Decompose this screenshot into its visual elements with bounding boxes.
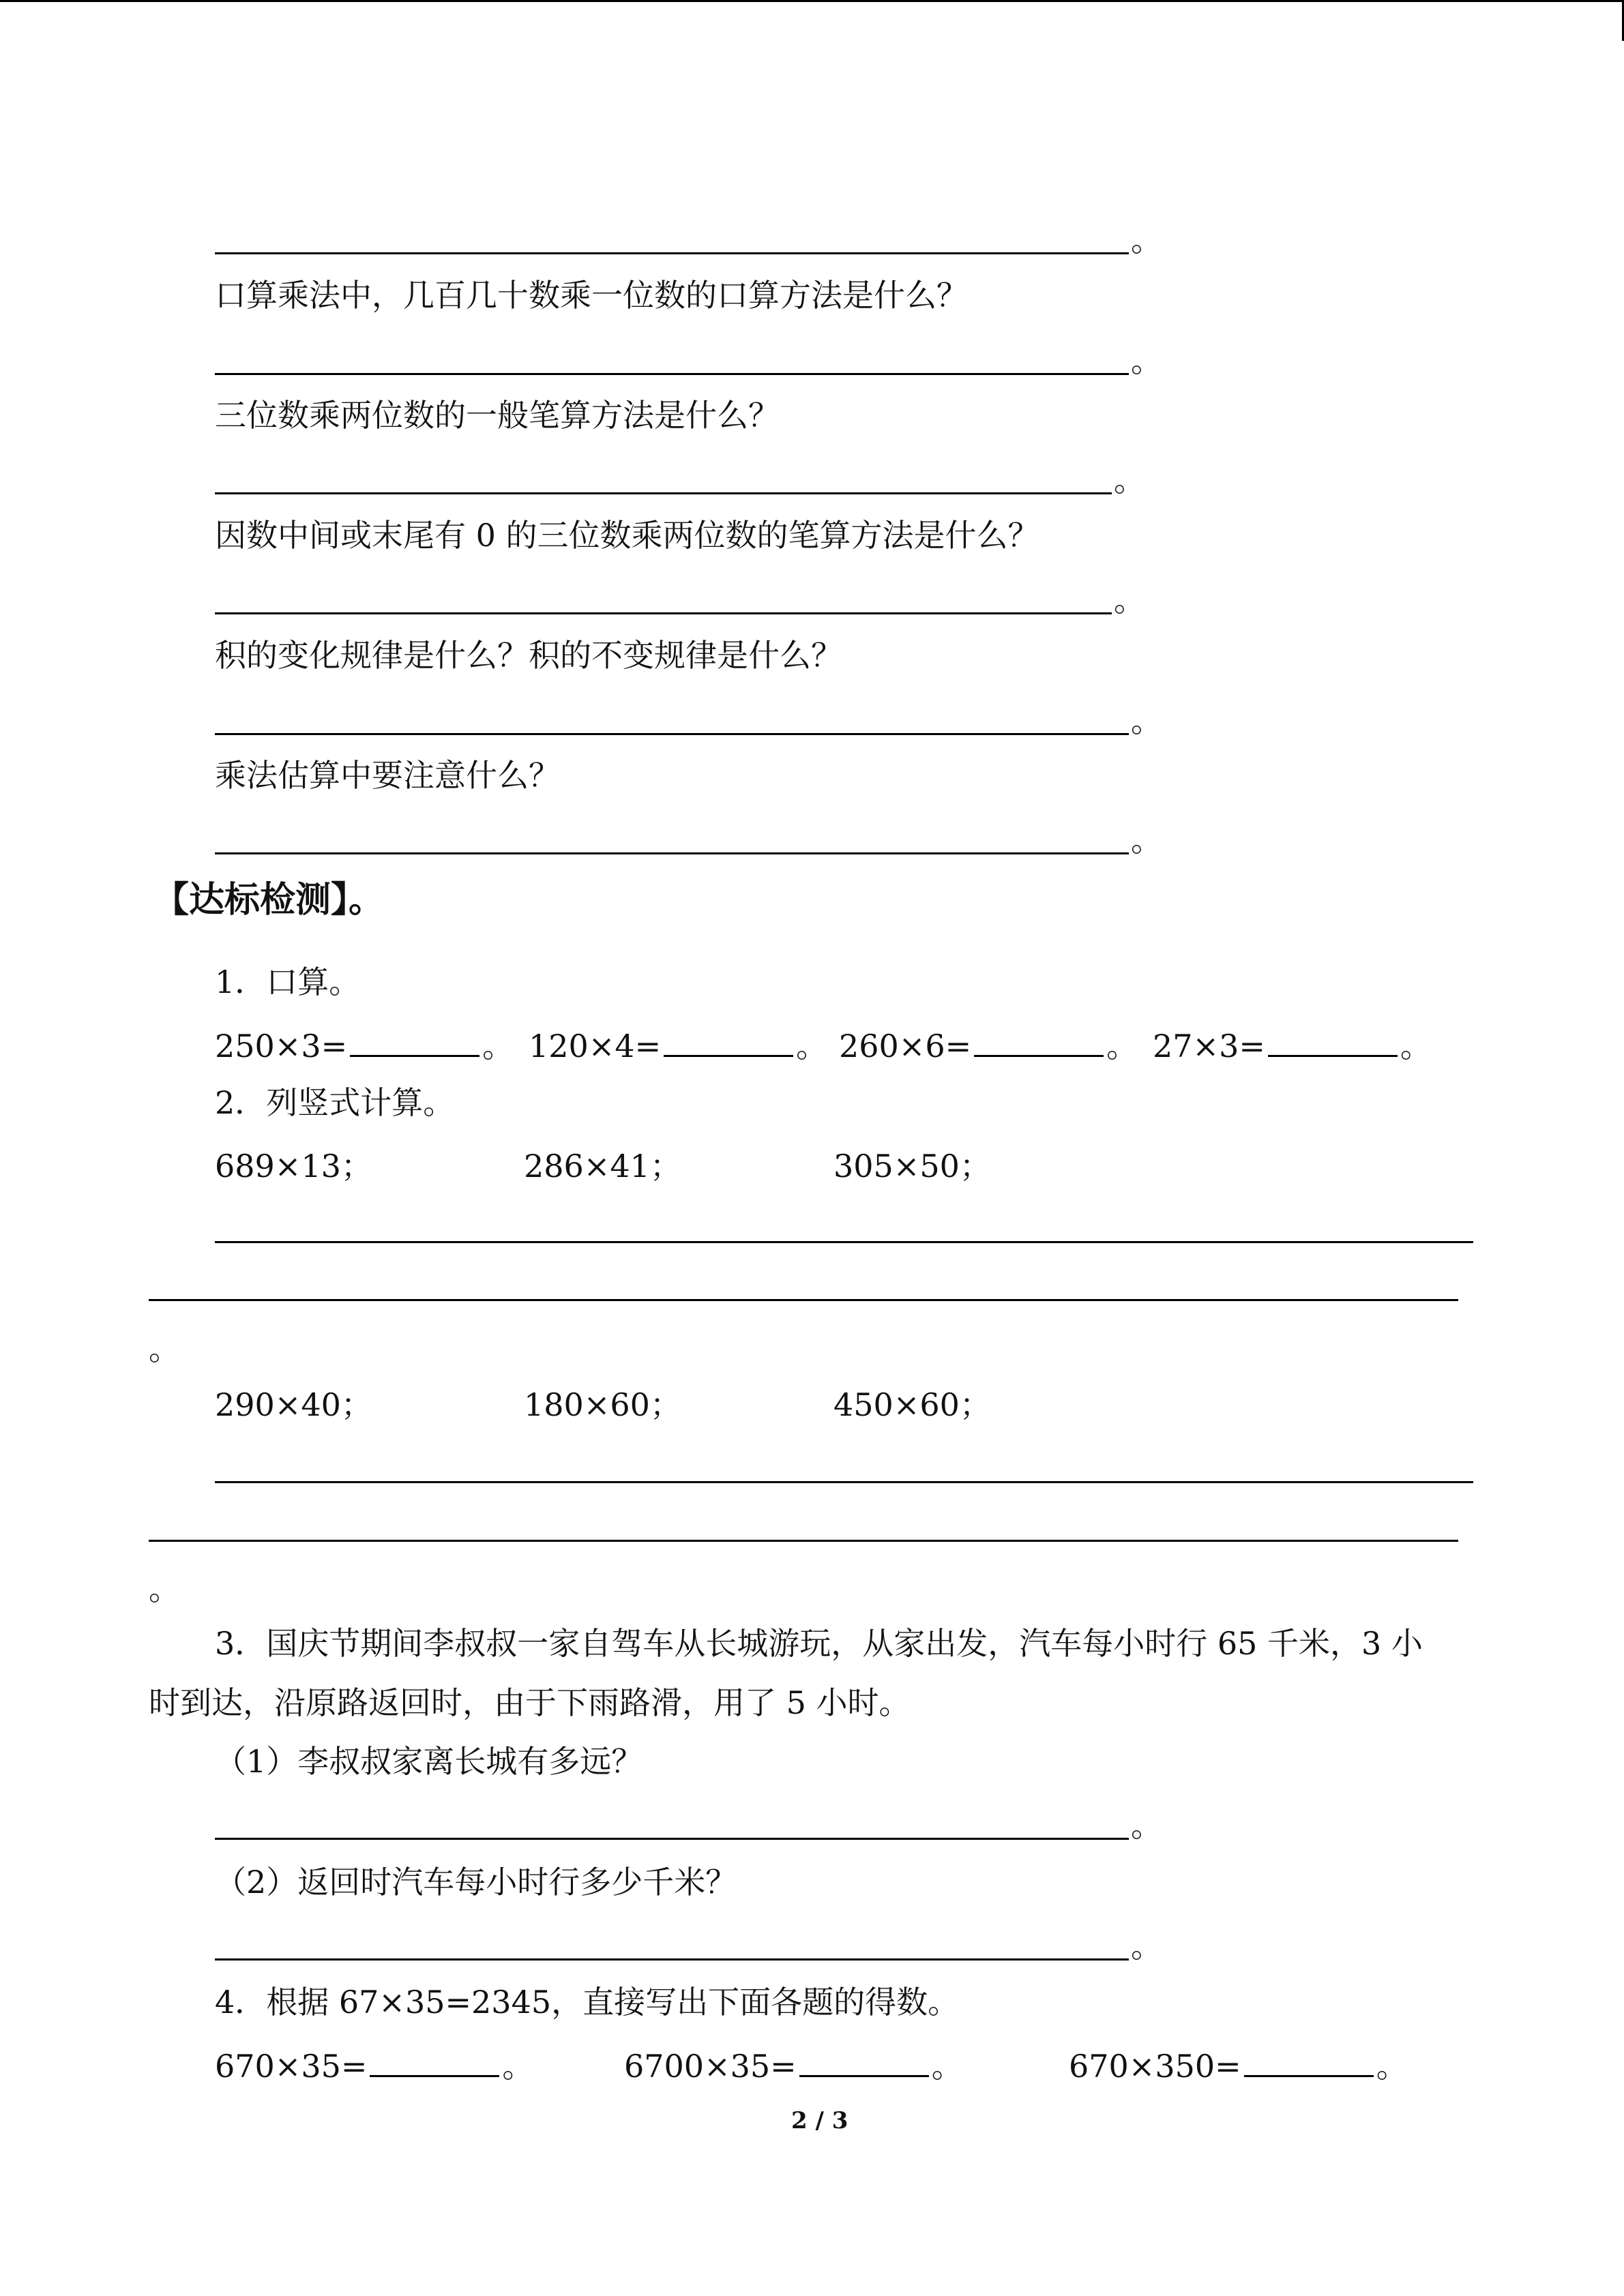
answer-line [215,852,1129,854]
review-question-2: 三位数乘两位数的一般笔算方法是什么？ [215,397,780,434]
answer-line [215,612,1112,614]
oral-calc-expression: 27×3= [1153,1028,1265,1064]
period-mark: 。 [796,1028,828,1064]
period-mark: 。 [1376,2048,1408,2085]
problem-2-title: 2．列竖式计算。 [215,1084,455,1121]
answer-blank[interactable] [799,2045,929,2077]
vertical-calc-item: 305×50； [833,1148,991,1184]
problem-4-title: 4．根据 67×35=2345，直接写出下面各题的得数。 [215,1984,960,2021]
derived-calc-item [1069,2045,1408,2087]
vertical-calc-item: 450×60； [833,1386,991,1423]
period-mark: 。 [1131,1928,1162,1965]
answer-line [215,373,1129,375]
oral-calc-expression: 250×3= [215,1028,348,1064]
derived-calc-expression: 6700×35= [624,2048,797,2085]
answer-blank[interactable] [1268,1025,1398,1057]
derived-calc-expression: 670×350= [1069,2048,1241,2085]
problem-3-subquestion-2: （2）返回时汽车每小时行多少千米？ [215,1864,737,1900]
period-mark: 。 [1131,222,1162,258]
working-line [149,1540,1458,1542]
period-mark: 。 [149,1330,180,1367]
answer-blank[interactable] [1244,2045,1374,2077]
review-question-3: 因数中间或末尾有 0 的三位数乘两位数的笔算方法是什么？ [215,517,1039,554]
review-question-5: 乘法估算中要注意什么？ [215,757,560,794]
oral-calc-expression: 120×4= [529,1028,662,1064]
working-line [149,1299,1458,1301]
oral-calc-item [839,1025,1138,1067]
answer-line [215,1838,1129,1840]
answer-blank[interactable] [664,1025,793,1057]
page-top-border [0,0,1624,2]
vertical-calc-item: 180×60； [524,1386,681,1423]
answer-line [215,252,1129,254]
period-mark: 。 [1131,1807,1162,1844]
problem-1-title: 1．口算。 [215,964,361,1000]
vertical-calc-item: 290×40； [215,1386,372,1423]
problem-3-text-line-2: 时到达，沿原路返回时，由于下雨路滑，用了 5 小时。 [149,1684,911,1721]
answer-line [215,492,1112,494]
answer-blank[interactable] [974,1025,1104,1057]
oral-calc-item [1153,1025,1432,1067]
period-mark: 。 [1131,342,1162,379]
vertical-calc-item: 286×41； [524,1148,681,1184]
period-mark: 。 [1114,582,1145,618]
answer-blank[interactable] [370,2045,499,2077]
problem-3-text-line-1: 3．国庆节期间李叔叔一家自驾车从长城游玩，从家出发，汽车每小时行 65 千米，3 小 [215,1625,1423,1662]
derived-calc-item [215,2045,533,2087]
review-question-1: 口算乘法中，几百几十数乘一位数的口算方法是什么？ [215,277,968,314]
derived-calc-item [624,2045,963,2087]
page-number: 2 / 3 [791,2107,848,2134]
oral-calc-item [529,1025,827,1067]
answer-line [215,1958,1129,1960]
answer-line [215,733,1129,735]
working-line [215,1241,1473,1243]
vertical-calc-item: 689×13； [215,1148,372,1184]
section-heading: 【达标检测】。 [153,879,385,921]
oral-calc-expression: 260×6= [839,1028,972,1064]
period-mark: 。 [1400,1028,1432,1064]
period-mark: 。 [1131,702,1162,739]
problem-3-subquestion-1: （1）李叔叔家离长城有多远？ [215,1743,643,1780]
period-mark: 。 [502,2048,534,2085]
oral-calc-item [215,1025,514,1067]
derived-calc-expression: 670×35= [215,2048,368,2085]
period-mark: 。 [1114,462,1145,498]
period-mark: 。 [1106,1028,1138,1064]
period-mark: 。 [482,1028,514,1064]
period-mark: 。 [931,2048,963,2085]
period-mark: 。 [1131,822,1162,859]
period-mark: 。 [149,1570,180,1607]
answer-blank[interactable] [350,1025,479,1057]
working-line [215,1481,1473,1483]
review-question-4: 积的变化规律是什么？积的不变规律是什么？ [215,637,842,674]
